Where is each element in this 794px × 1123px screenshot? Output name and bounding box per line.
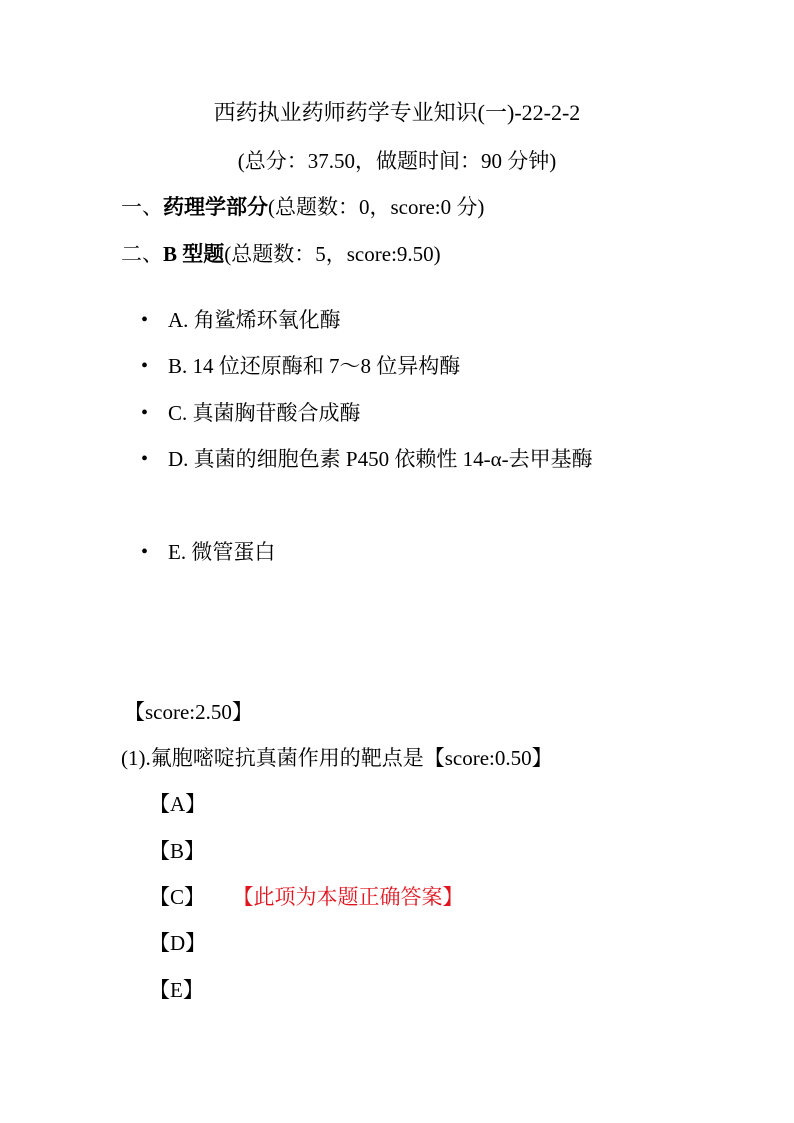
section-name: B 型题 <box>163 242 225 266</box>
section-prefix: 一、 <box>121 195 163 219</box>
bullet-icon: • <box>141 309 149 331</box>
section-pharmacology <box>121 192 484 222</box>
choice-label: 【A】 <box>149 792 207 816</box>
section-info: (总题数：0，score:0 分) <box>268 195 485 219</box>
option-item-c <box>141 390 671 436</box>
choice-label: 【C】 <box>149 885 206 909</box>
document-title: 西药执业药师药学专业知识(一)-22-2-2 <box>213 100 581 125</box>
option-item-a <box>141 297 671 343</box>
section-prefix: 二、 <box>121 242 163 266</box>
choice-c <box>149 882 464 912</box>
section-b-type <box>121 239 441 269</box>
option-item-d <box>141 436 671 482</box>
choice-a <box>149 789 206 819</box>
section-info: (总题数：5，score:9.50) <box>224 242 441 266</box>
option-item-e <box>141 529 671 575</box>
choice-d <box>149 928 206 958</box>
section-name: 药理学部分 <box>163 195 268 219</box>
bullet-icon: • <box>141 355 149 377</box>
bullet-icon: • <box>141 448 149 470</box>
bullet-icon: • <box>141 402 149 424</box>
choice-label: 【E】 <box>149 978 204 1002</box>
bullet-icon: • <box>141 541 149 563</box>
option-item-b <box>141 343 671 389</box>
option-text: E. 微管蛋白 <box>168 540 276 564</box>
question-text: (1).氟胞嘧啶抗真菌作用的靶点是【score:0.50】 <box>121 746 553 770</box>
document-subtitle: (总分：37.50，做题时间：90 分钟) <box>237 149 557 173</box>
option-text: C. 真菌胸苷酸合成酶 <box>168 401 361 425</box>
option-text: A. 角鲨烯环氧化酶 <box>168 308 341 332</box>
choice-label: 【B】 <box>149 839 206 863</box>
correct-answer-note: 【此项为本题正确答案】 <box>243 885 464 909</box>
group-score: 【score:2.50】 <box>124 700 253 724</box>
choice-b <box>149 836 205 866</box>
choice-e <box>149 975 204 1005</box>
choice-label: 【D】 <box>149 931 207 955</box>
option-text: D. 真菌的细胞色素 P450 依赖性 14-α-去甲基酶 <box>168 447 593 471</box>
option-text: B. 14 位还原酶和 7～8 位异构酶 <box>168 354 461 378</box>
